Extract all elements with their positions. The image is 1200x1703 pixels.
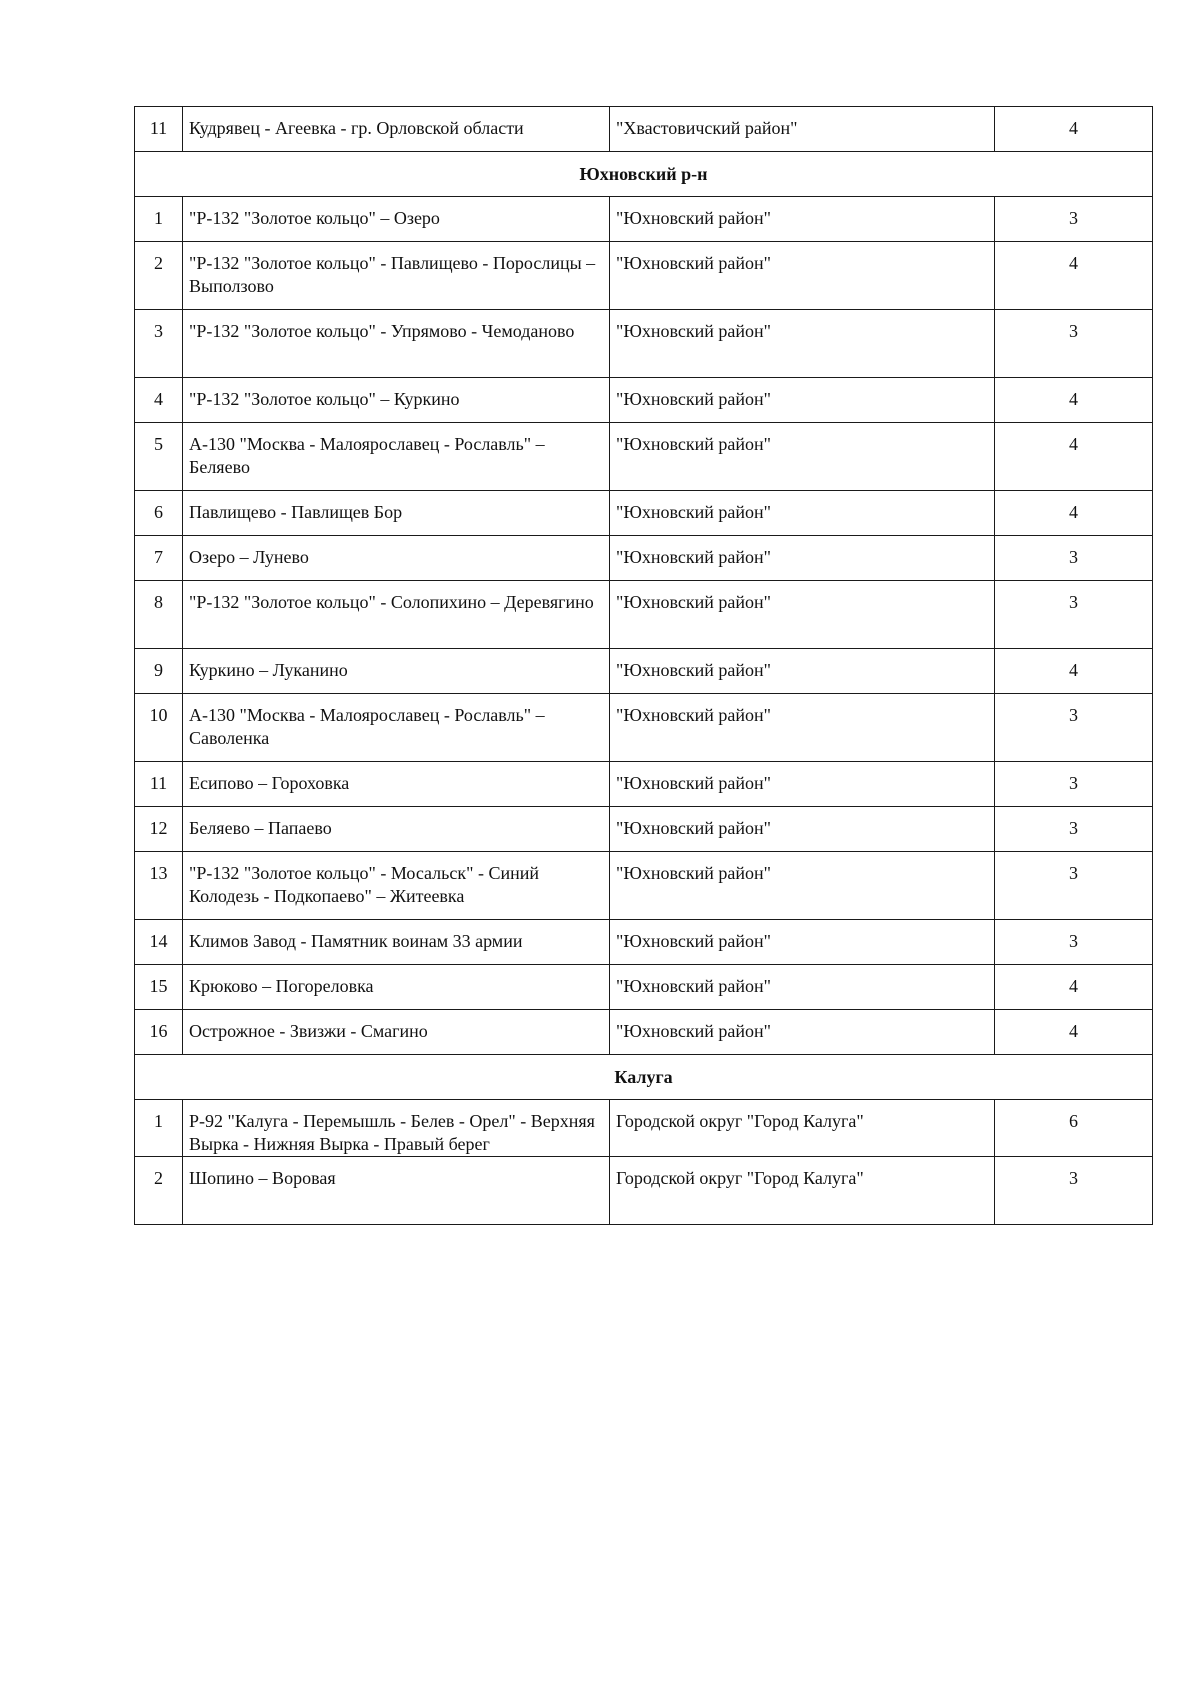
road-owner: Городской округ "Город Калуга" [610,1100,995,1157]
table-row [135,1010,1153,1055]
row-number: 10 [135,694,183,762]
table-row [135,310,1153,378]
road-category: 3 [995,762,1153,807]
row-number: 1 [135,197,183,242]
row-number: 2 [135,1157,183,1225]
row-number: 8 [135,581,183,649]
road-name: "Р-132 "Золотое кольцо" - Упрямово - Чемоданово [183,310,610,378]
road-name: Шопино – Воровая [183,1157,610,1225]
table-row [135,965,1153,1010]
row-number: 15 [135,965,183,1010]
road-category: 4 [995,491,1153,536]
road-category: 3 [995,536,1153,581]
road-category: 3 [995,310,1153,378]
road-owner: "Юхновский район" [610,694,995,762]
road-owner: "Юхновский район" [610,536,995,581]
row-number: 14 [135,920,183,965]
table-row [135,107,1153,152]
road-category: 3 [995,807,1153,852]
road-category: 4 [995,649,1153,694]
road-name: "Р-132 "Золотое кольцо" – Куркино [183,378,610,423]
table-row [135,581,1153,649]
table-row [135,536,1153,581]
road-name: Климов Завод - Памятник воинам 33 армии [183,920,610,965]
row-number: 11 [135,107,183,152]
table-row [135,649,1153,694]
row-number: 5 [135,423,183,491]
road-owner: "Хвастовичский район" [610,107,995,152]
row-number: 4 [135,378,183,423]
row-number: 9 [135,649,183,694]
road-name: Кудрявец - Агеевка - гр. Орловской области [183,107,610,152]
road-owner: "Юхновский район" [610,423,995,491]
road-owner: Городской округ "Город Калуга" [610,1157,995,1225]
road-owner: "Юхновский район" [610,310,995,378]
section-header-row [135,152,1153,197]
row-number: 3 [135,310,183,378]
row-number: 2 [135,242,183,310]
row-number: 11 [135,762,183,807]
road-owner: "Юхновский район" [610,965,995,1010]
road-category: 3 [995,852,1153,920]
road-name: А-130 "Москва - Малоярославец - Рославль" – Саволенка [183,694,610,762]
road-name: Есипово – Гороховка [183,762,610,807]
road-name: Озеро – Лунево [183,536,610,581]
road-name: Павлищево - Павлищев Бор [183,491,610,536]
road-owner: "Юхновский район" [610,197,995,242]
table-row [135,1100,1153,1157]
table-row [135,762,1153,807]
section-title: Юхновский р-н [135,152,1153,197]
road-category: 3 [995,694,1153,762]
road-category: 4 [995,378,1153,423]
row-number: 12 [135,807,183,852]
table-row [135,807,1153,852]
row-number: 1 [135,1100,183,1157]
table-row [135,920,1153,965]
section-header-row [135,1055,1153,1100]
road-category: 3 [995,920,1153,965]
row-number: 7 [135,536,183,581]
road-owner: "Юхновский район" [610,378,995,423]
road-name: Острожное - Звизжи - Смагино [183,1010,610,1055]
section-title: Калуга [135,1055,1153,1100]
row-number: 16 [135,1010,183,1055]
road-name: "Р-132 "Золотое кольцо" – Озеро [183,197,610,242]
road-name: "Р-132 "Золотое кольцо" - Павлищево - Порослицы – Выползово [183,242,610,310]
table-row [135,378,1153,423]
row-number: 13 [135,852,183,920]
table-row [135,423,1153,491]
table-row [135,694,1153,762]
road-name: "Р-132 "Золотое кольцо" - Мосальск" - Синий Колодезь - Подкопаево" – Житеевка [183,852,610,920]
road-name: Крюково – Погореловка [183,965,610,1010]
road-name: "Р-132 "Золотое кольцо" - Солопихино – Деревягино [183,581,610,649]
road-category: 4 [995,242,1153,310]
road-category: 4 [995,107,1153,152]
table-row [135,491,1153,536]
table-row [135,1157,1153,1225]
road-owner: "Юхновский район" [610,762,995,807]
road-category: 6 [995,1100,1153,1157]
road-category: 3 [995,197,1153,242]
road-category: 4 [995,423,1153,491]
road-owner: "Юхновский район" [610,807,995,852]
road-owner: "Юхновский район" [610,649,995,694]
table-row [135,242,1153,310]
road-name: Куркино – Луканино [183,649,610,694]
roads-table-body [135,107,1153,1225]
road-category: 3 [995,1157,1153,1225]
table-row [135,852,1153,920]
road-owner: "Юхновский район" [610,491,995,536]
road-owner: "Юхновский район" [610,852,995,920]
roads-table [134,106,1153,1225]
road-owner: "Юхновский район" [610,920,995,965]
road-category: 3 [995,581,1153,649]
table-row [135,197,1153,242]
road-name: Беляево – Папаево [183,807,610,852]
road-category: 4 [995,965,1153,1010]
road-owner: "Юхновский район" [610,1010,995,1055]
road-category: 4 [995,1010,1153,1055]
row-number: 6 [135,491,183,536]
road-owner: "Юхновский район" [610,242,995,310]
road-name: Р-92 "Калуга - Перемышль - Белев - Орел" - Верхняя Вырка - Нижняя Вырка - Правый берег [183,1100,610,1157]
road-owner: "Юхновский район" [610,581,995,649]
road-name: А-130 "Москва - Малоярославец - Рославль" – Беляево [183,423,610,491]
